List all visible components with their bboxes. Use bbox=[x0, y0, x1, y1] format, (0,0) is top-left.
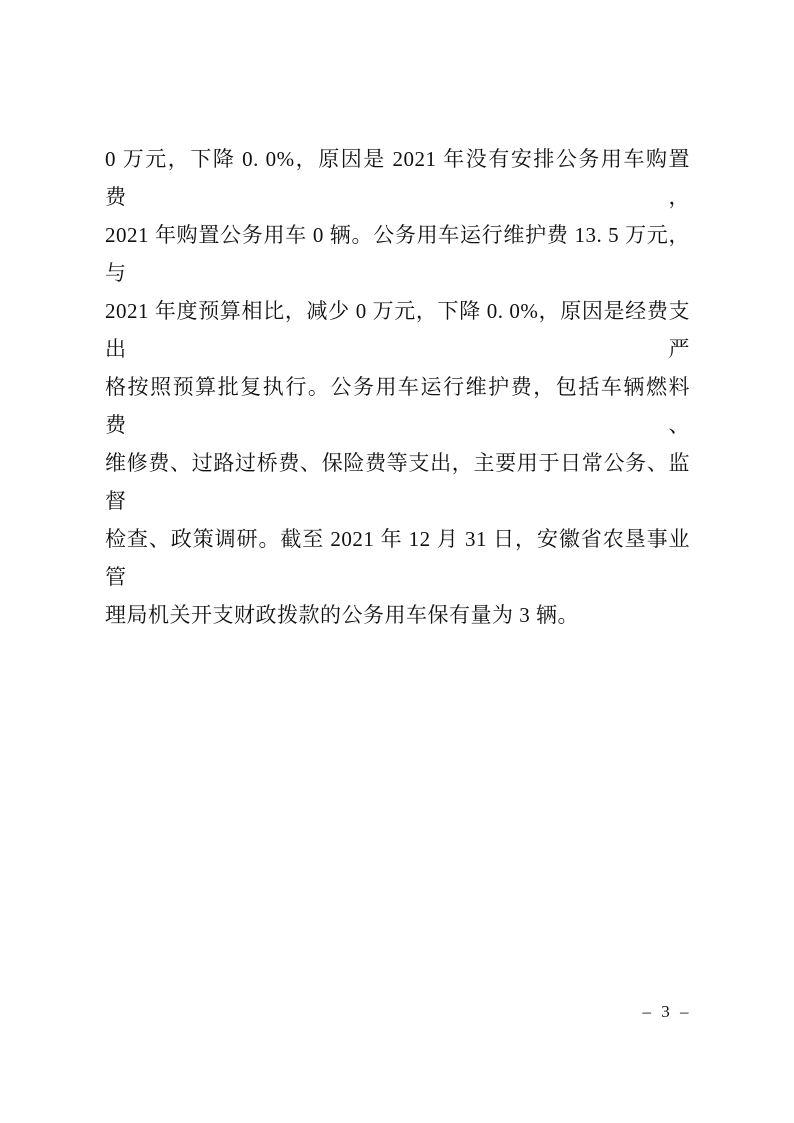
body-line-1: 0 万元，下降 0. 0%，原因是 2021 年没有安排公务用车购置费， bbox=[105, 147, 690, 209]
body-line-3: 2021 年度预算相比，减少 0 万元，下降 0. 0%，原因是经费支出严 bbox=[105, 299, 690, 361]
page-number: – 3 – bbox=[642, 1002, 692, 1021]
body-line-2: 2021 年购置公务用车 0 辆。公务用车运行维护费 13. 5 万元，与 bbox=[105, 223, 690, 285]
body-line-7: 理局机关开支财政拨款的公务用车保有量为 3 辆。 bbox=[105, 603, 579, 627]
body-line-6: 检查、政策调研。截至 2021 年 12 月 31 日，安徽省农垦事业管 bbox=[105, 527, 690, 589]
body-paragraph bbox=[105, 140, 690, 634]
body-line-5: 维修费、过路过桥费、保险费等支出，主要用于日常公务、监督 bbox=[105, 451, 690, 513]
body-line-4: 格按照预算批复执行。公务用车运行维护费，包括车辆燃料费、 bbox=[105, 375, 690, 437]
